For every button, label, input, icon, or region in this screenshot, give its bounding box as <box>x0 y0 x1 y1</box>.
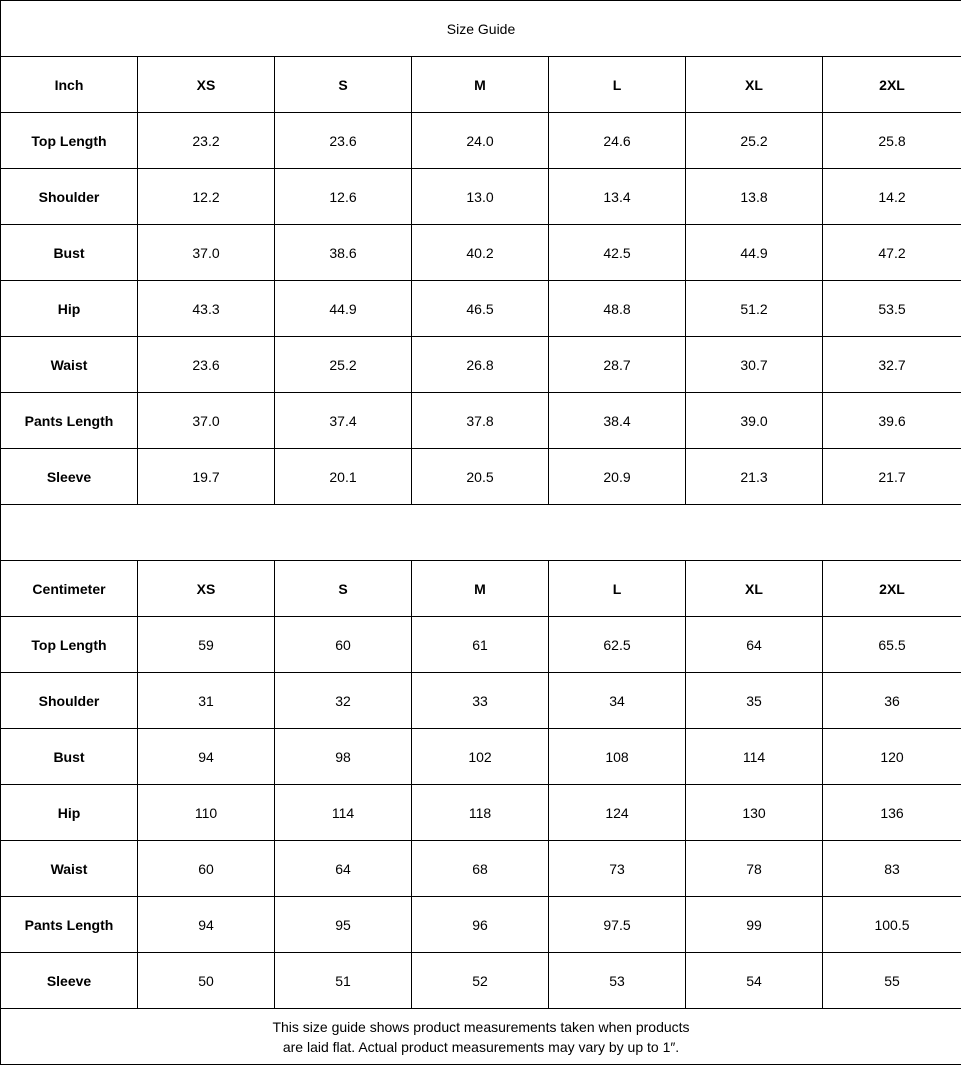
cm-measurement-value: 53 <box>549 953 686 1009</box>
inch-size-header: XL <box>686 57 823 113</box>
inch-measurement-value: 28.7 <box>549 337 686 393</box>
cm-measurement-value: 61 <box>412 617 549 673</box>
inch-measurement-value: 26.8 <box>412 337 549 393</box>
inch-measurement-value: 40.2 <box>412 225 549 281</box>
cm-measurement-value: 136 <box>823 785 961 841</box>
cm-measurement-label: Shoulder <box>1 673 138 729</box>
title-row <box>1 1 961 57</box>
cm-size-header: L <box>549 561 686 617</box>
cm-measurement-value: 31 <box>138 673 275 729</box>
inch-measurement-value: 14.2 <box>823 169 961 225</box>
inch-size-header: M <box>412 57 549 113</box>
table-row <box>1 225 961 281</box>
inch-measurement-value: 32.7 <box>823 337 961 393</box>
cm-measurement-value: 99 <box>686 897 823 953</box>
inch-measurement-label: Hip <box>1 281 138 337</box>
inch-measurement-value: 13.4 <box>549 169 686 225</box>
inch-measurement-value: 44.9 <box>686 225 823 281</box>
cm-measurement-value: 94 <box>138 729 275 785</box>
footnote-row <box>1 1009 961 1065</box>
table-row <box>1 785 961 841</box>
cm-measurement-value: 55 <box>823 953 961 1009</box>
inch-measurement-value: 37.8 <box>412 393 549 449</box>
cm-measurement-label: Top Length <box>1 617 138 673</box>
inch-measurement-value: 25.2 <box>275 337 412 393</box>
cm-measurement-value: 124 <box>549 785 686 841</box>
cm-size-header: XL <box>686 561 823 617</box>
cm-measurement-label: Waist <box>1 841 138 897</box>
footnote <box>1 1009 961 1065</box>
inch-measurement-value: 39.6 <box>823 393 961 449</box>
inch-measurement-value: 25.8 <box>823 113 961 169</box>
inch-measurement-value: 47.2 <box>823 225 961 281</box>
cm-size-header: S <box>275 561 412 617</box>
table-row <box>1 281 961 337</box>
cm-measurement-value: 60 <box>138 841 275 897</box>
inch-measurement-value: 37.0 <box>138 225 275 281</box>
inch-measurement-value: 13.0 <box>412 169 549 225</box>
inch-measurement-label: Top Length <box>1 113 138 169</box>
cm-size-header: XS <box>138 561 275 617</box>
cm-measurement-value: 98 <box>275 729 412 785</box>
cm-measurement-value: 64 <box>275 841 412 897</box>
table-row <box>1 617 961 673</box>
inch-measurement-value: 42.5 <box>549 225 686 281</box>
cm-measurement-value: 130 <box>686 785 823 841</box>
inch-measurement-value: 20.5 <box>412 449 549 505</box>
inch-measurement-value: 25.2 <box>686 113 823 169</box>
cm-measurement-value: 32 <box>275 673 412 729</box>
inch-measurement-value: 12.6 <box>275 169 412 225</box>
table-row <box>1 953 961 1009</box>
cm-measurement-value: 52 <box>412 953 549 1009</box>
cm-measurement-value: 114 <box>686 729 823 785</box>
table-row <box>1 449 961 505</box>
cm-measurement-value: 110 <box>138 785 275 841</box>
cm-measurement-value: 78 <box>686 841 823 897</box>
cm-measurement-value: 59 <box>138 617 275 673</box>
inch-measurement-value: 39.0 <box>686 393 823 449</box>
cm-measurement-value: 96 <box>412 897 549 953</box>
cm-measurement-value: 100.5 <box>823 897 961 953</box>
cm-size-header: 2XL <box>823 561 961 617</box>
cm-header-row <box>1 561 961 617</box>
cm-measurement-label: Hip <box>1 785 138 841</box>
cm-measurement-value: 64 <box>686 617 823 673</box>
inch-unit-label: Inch <box>1 57 138 113</box>
cm-measurement-value: 120 <box>823 729 961 785</box>
cm-measurement-value: 60 <box>275 617 412 673</box>
inch-measurement-label: Bust <box>1 225 138 281</box>
inch-measurement-label: Sleeve <box>1 449 138 505</box>
cm-measurement-value: 65.5 <box>823 617 961 673</box>
footnote-line-2: are laid flat. Actual product measurements may vary by up to 1″. <box>282 1038 680 1055</box>
table-row <box>1 729 961 785</box>
inch-measurement-value: 44.9 <box>275 281 412 337</box>
inch-measurement-value: 23.2 <box>138 113 275 169</box>
table-row <box>1 113 961 169</box>
inch-measurement-label: Shoulder <box>1 169 138 225</box>
cm-measurement-value: 102 <box>412 729 549 785</box>
inch-measurement-value: 24.0 <box>412 113 549 169</box>
inch-measurement-value: 24.6 <box>549 113 686 169</box>
footnote-line-1: This size guide shows product measurements taken when products <box>272 1018 690 1035</box>
table-row <box>1 673 961 729</box>
cm-measurement-value: 73 <box>549 841 686 897</box>
inch-measurement-value: 48.8 <box>549 281 686 337</box>
inch-measurement-value: 23.6 <box>138 337 275 393</box>
inch-measurement-label: Pants Length <box>1 393 138 449</box>
cm-measurement-label: Pants Length <box>1 897 138 953</box>
cm-measurement-value: 94 <box>138 897 275 953</box>
table-row <box>1 393 961 449</box>
inch-measurement-value: 21.7 <box>823 449 961 505</box>
cm-measurement-label: Bust <box>1 729 138 785</box>
cm-measurement-value: 50 <box>138 953 275 1009</box>
table-row <box>1 337 961 393</box>
inch-measurement-value: 53.5 <box>823 281 961 337</box>
inch-measurement-value: 38.4 <box>549 393 686 449</box>
cm-measurement-value: 95 <box>275 897 412 953</box>
inch-measurement-value: 19.7 <box>138 449 275 505</box>
inch-header-row <box>1 57 961 113</box>
table-row <box>1 897 961 953</box>
inch-measurement-value: 12.2 <box>138 169 275 225</box>
inch-measurement-value: 23.6 <box>275 113 412 169</box>
cm-measurement-value: 118 <box>412 785 549 841</box>
inch-measurement-value: 46.5 <box>412 281 549 337</box>
inch-size-header: S <box>275 57 412 113</box>
cm-measurement-value: 35 <box>686 673 823 729</box>
cm-measurement-value: 36 <box>823 673 961 729</box>
size-guide-title: Size Guide <box>1 1 961 57</box>
cm-measurement-value: 54 <box>686 953 823 1009</box>
inch-size-header: XS <box>138 57 275 113</box>
cm-unit-label: Centimeter <box>1 561 138 617</box>
table-row <box>1 841 961 897</box>
inch-measurement-value: 20.1 <box>275 449 412 505</box>
cm-measurement-value: 97.5 <box>549 897 686 953</box>
inch-measurement-value: 30.7 <box>686 337 823 393</box>
spacer-cell <box>1 505 961 561</box>
inch-measurement-value: 20.9 <box>549 449 686 505</box>
inch-measurement-value: 38.6 <box>275 225 412 281</box>
spacer-row <box>1 505 961 561</box>
cm-size-header: M <box>412 561 549 617</box>
inch-size-header: L <box>549 57 686 113</box>
inch-measurement-value: 37.4 <box>275 393 412 449</box>
table-row <box>1 169 961 225</box>
inch-measurement-value: 51.2 <box>686 281 823 337</box>
cm-measurement-value: 51 <box>275 953 412 1009</box>
inch-measurement-value: 21.3 <box>686 449 823 505</box>
cm-measurement-label: Sleeve <box>1 953 138 1009</box>
inch-measurement-value: 37.0 <box>138 393 275 449</box>
inch-measurement-value: 13.8 <box>686 169 823 225</box>
inch-measurement-label: Waist <box>1 337 138 393</box>
cm-measurement-value: 68 <box>412 841 549 897</box>
cm-measurement-value: 33 <box>412 673 549 729</box>
inch-size-header: 2XL <box>823 57 961 113</box>
inch-measurement-value: 43.3 <box>138 281 275 337</box>
cm-measurement-value: 83 <box>823 841 961 897</box>
cm-measurement-value: 108 <box>549 729 686 785</box>
cm-measurement-value: 114 <box>275 785 412 841</box>
cm-measurement-value: 34 <box>549 673 686 729</box>
cm-measurement-value: 62.5 <box>549 617 686 673</box>
